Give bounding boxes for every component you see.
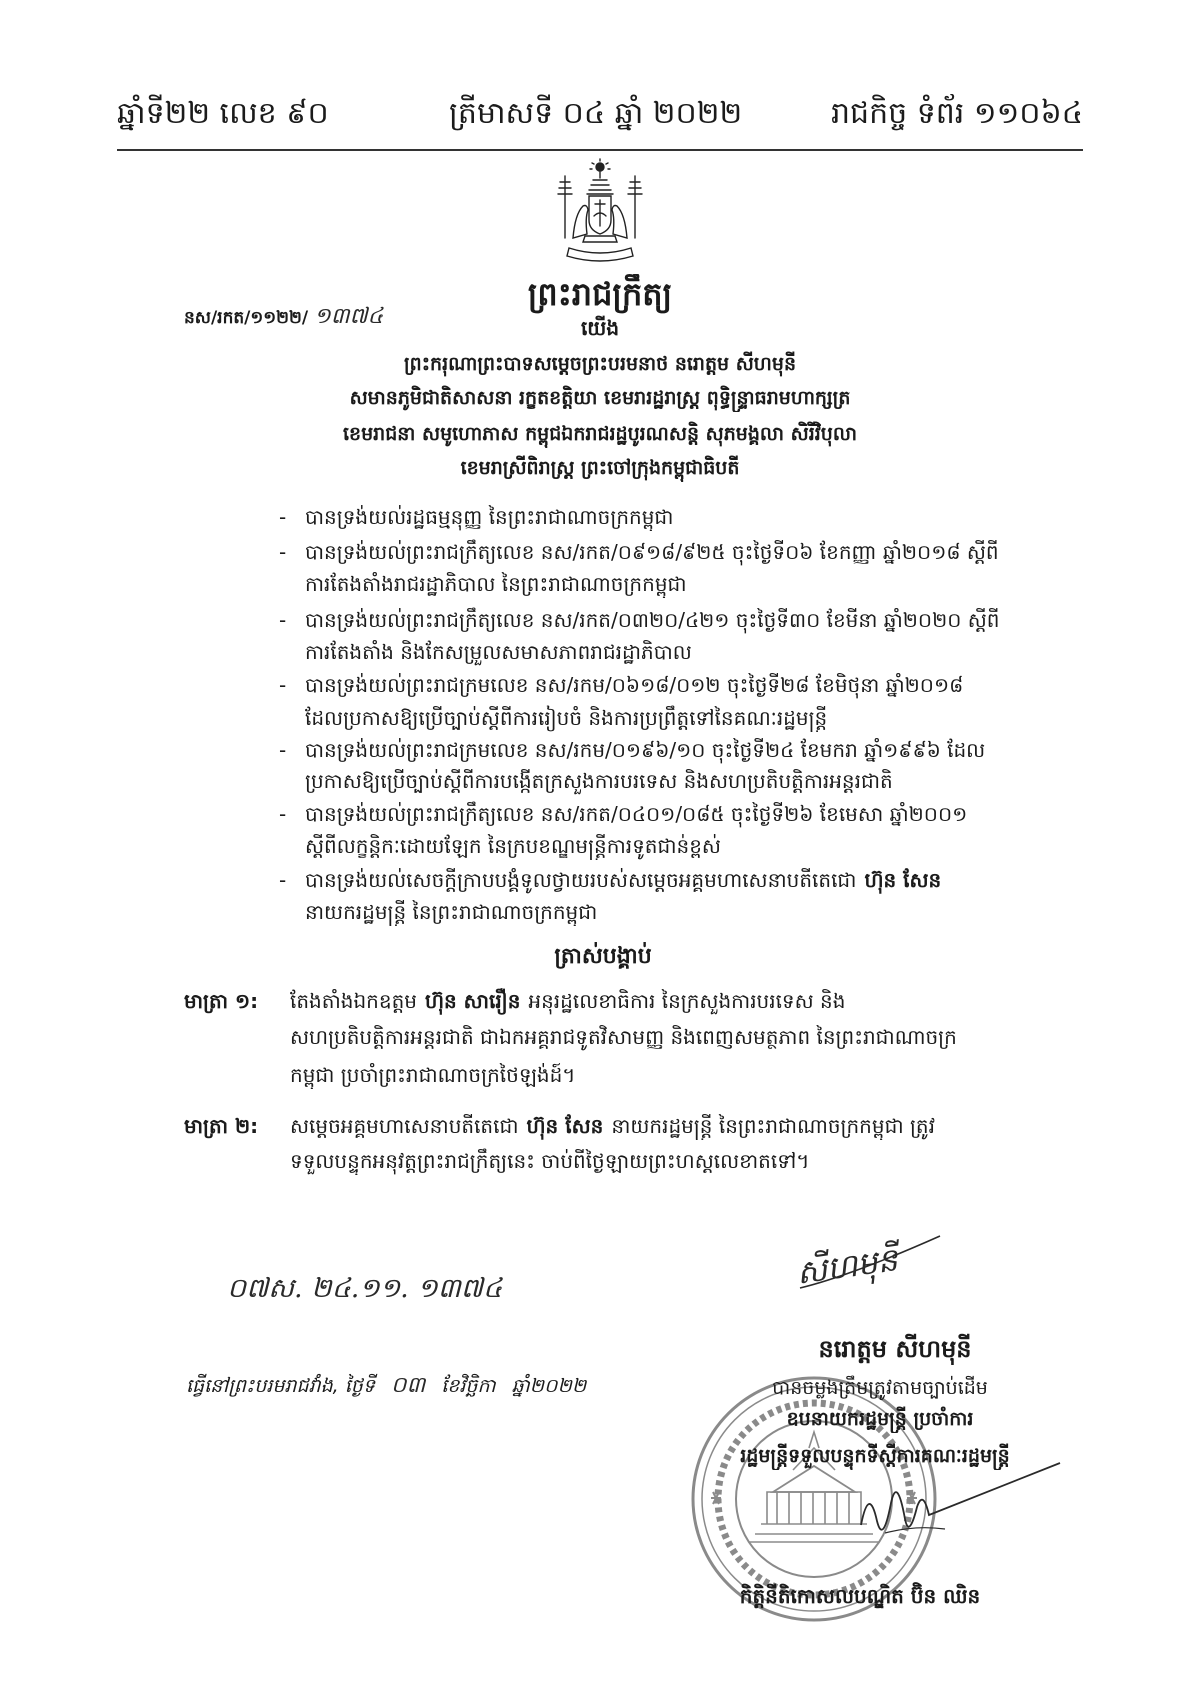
consideration-2-line-1: បានទ្រង់យល់ព្រះរាជក្រឹត្យលេខ នស/រកត/០៩១៨/៩២៥ ចុះថ្ងៃទី០៦ ខែកញ្ញា ឆ្នាំ២០១៨ ស្តីពី xyxy=(305,540,999,564)
article-2-text-after: នាយករដ្ឋមន្ត្រី នៃព្រះរាជាណាចក្រកម្ពុជា ត្រូវ xyxy=(611,1114,935,1138)
bullet-dash: - xyxy=(279,802,287,826)
signature-flourish xyxy=(790,1228,950,1298)
gazette-volume: ឆ្នាំទី២២ លេខ ៩០ xyxy=(117,96,329,131)
decree-reference xyxy=(184,304,444,331)
signing-day: ០៣ xyxy=(390,1373,426,1398)
bullet-dash: - xyxy=(279,540,287,564)
bullet-dash: - xyxy=(279,608,287,632)
reference-printed: នស/រកត/១១២២/ xyxy=(184,308,309,328)
consideration-3-line-2: ការតែងតាំង និងកែសម្រួលសមាសភាពរាជរដ្ឋាភិបាល xyxy=(305,640,692,664)
article-2-line-2: ទទួលបន្ទុកអនុវត្តព្រះរាជក្រឹត្យនេះ ចាប់ពីថ្ងៃឡាយព្រះហស្តលេខាតទៅ។ xyxy=(290,1149,810,1173)
consideration-4-line-2: ដែលប្រកាសឱ្យប្រើច្បាប់ស្តីពីការរៀបចំ និងការប្រព្រឹត្តទៅនៃគណៈរដ្ឋមន្ត្រី xyxy=(305,706,828,730)
consideration-5-line-2: ប្រកាសឱ្យប្រើច្បាប់ស្តីពីការបង្កើតក្រសួងការបរទេស និងសហប្រតិបត្តិការអន្តរជាតិ xyxy=(305,769,893,793)
consideration-2-line-2: ការតែងតាំងរាជរដ្ឋាភិបាល នៃព្រះរាជាណាចក្រកម្ពុជា xyxy=(305,572,687,596)
signing-year: ឆ្នាំ២០២២ xyxy=(511,1375,587,1397)
certifier-title-2: រដ្ឋមន្ត្រីទទួលបន្ទុកទីស្តីការគណៈរដ្ឋមន្ត្រី xyxy=(740,1445,1010,1467)
certifier-name: កិត្តិនីតិកោសលបណ្ឌិត ប៊ិន ឈិន xyxy=(739,1584,981,1608)
king-name: នរោត្តម សីហមុនី xyxy=(818,1335,972,1363)
gazette-page: រាជកិច្ច ទំព័រ ១១០៦៤ xyxy=(831,96,1083,131)
signing-month: ខែវិច្ឆិកា xyxy=(441,1375,496,1397)
consideration-6-line-2: ស្តីពីលក្ខន្តិកៈដោយឡែក នៃក្របខណ្ឌមន្ត្រីការទូតជាន់ខ្ពស់ xyxy=(305,834,721,858)
consideration-4-line-1: បានទ្រង់យល់ព្រះរាជក្រមលេខ នស/រកម/០៦១៨/០១២ ចុះថ្ងៃទី២៨ ខែមិថុនា ឆ្នាំ២០១៨ xyxy=(305,673,964,697)
article-1-line-1 xyxy=(290,987,1083,1015)
consideration-7-line-1 xyxy=(305,866,1083,894)
article-2-line-1 xyxy=(290,1112,1083,1140)
certifier-signature xyxy=(855,1455,1065,1555)
place-and-date xyxy=(186,1372,646,1400)
bullet-dash: - xyxy=(279,505,287,529)
article-2-label: មាត្រា ២: xyxy=(184,1114,259,1138)
article-2-text-before: សម្តេចអគ្គមហាសេនាបតីតេជោ xyxy=(290,1114,519,1138)
article-1-line-2: សហប្រតិបត្តិការអន្តរជាតិ ជាឯកអគ្គរាជទូតវិសាមញ្ញ និងពេញសមត្ថភាព នៃព្រះរាជាណាចក្រ xyxy=(290,1025,957,1049)
article-1-label: មាត្រា ១: xyxy=(184,989,259,1013)
consideration-7-text: បានទ្រង់យល់សេចក្តីក្រាបបង្គំទូលថ្វាយរបស់សម្តេចអគ្គមហាសេនាបតីតេជោ xyxy=(305,868,857,892)
bullet-dash: - xyxy=(279,868,287,892)
ambassador-name: ហ៊ុន សារឿន xyxy=(424,989,521,1013)
royal-signature: សីហមុនី xyxy=(794,1240,900,1292)
certifier-title-1: ឧបនាយករដ្ឋមន្ត្រី ប្រចាំការ xyxy=(786,1408,974,1430)
order-heading: ត្រាស់បង្គាប់ xyxy=(554,944,652,969)
bullet-dash: - xyxy=(279,738,287,762)
royal-title-line: សមានភូមិជាតិសាសនា រក្ខតខត្តិយា ខេមរារដ្ឋរាស្ត្រ ពុទ្ធិន្ទ្រាធរាមហាក្សត្រ xyxy=(349,387,851,409)
gazette-quarter: ត្រីមាសទី ០៤ ឆ្នាំ ២០២២ xyxy=(449,96,743,131)
consideration-7-line-2: នាយករដ្ឋមន្ត្រី នៃព្រះរាជាណាចក្រកម្ពុជា xyxy=(305,900,598,924)
header-rule xyxy=(117,149,1083,151)
article-1-text-after: អនុរដ្ឋលេខាធិការ នៃក្រសួងការបរទេស និង xyxy=(528,989,846,1013)
certified-copy-note: បានចម្លងត្រឹមត្រូវតាមច្បាប់ដើម xyxy=(772,1377,988,1399)
consideration-6-line-1: បានទ្រង់យល់ព្រះរាជក្រឹត្យលេខ នស/រកត/០៤០១/០៨៥ ចុះថ្ងៃទី២៦ ខែមេសា ឆ្នាំ២០០១ xyxy=(305,802,968,826)
we-heading: យើង xyxy=(580,316,620,340)
royal-coat-of-arms xyxy=(545,158,655,268)
coat-of-arms-icon xyxy=(545,158,655,268)
consideration-3-line-1: បានទ្រង់យល់ព្រះរាជក្រឹត្យលេខ នស/រកត/០៣២០/៤២១ ចុះថ្ងៃទី៣០ ខែមីនា ឆ្នាំ២០២០ ស្តីពី xyxy=(305,608,1000,632)
royal-title-line: ខេមរាស្រីពិរាស្ត្រ ព្រះចៅក្រុងកម្ពុជាធិបតី xyxy=(460,457,740,479)
signature-flourish-icon xyxy=(790,1228,950,1298)
bullet-dash: - xyxy=(279,673,287,697)
reference-handwritten: ១៣៧៤ xyxy=(314,304,384,329)
consideration-5-line-1: បានទ្រង់យល់ព្រះរាជក្រមលេខ នស/រកម/០១៩៦/១០ ចុះថ្ងៃទី២៤ ខែមករា ឆ្នាំ១៩៩៦ ដែល xyxy=(305,738,986,762)
article-1-line-3: កម្ពុជា ប្រចាំព្រះរាជាណាចក្រថៃឡង់ដ៍។ xyxy=(290,1063,576,1087)
prime-minister-name: ហ៊ុន សែន xyxy=(526,1114,604,1138)
handwritten-registration-date: ០៧ស. ២៤.១១. ១៣៧៤ xyxy=(227,1273,503,1304)
prime-minister-name: ហ៊ុន សែន xyxy=(864,868,942,892)
certifier-signature-icon xyxy=(855,1455,1065,1555)
place-date-prefix: ធ្វើនៅព្រះបរមរាជវាំង, ថ្ងៃទី xyxy=(186,1375,375,1397)
article-1-text-before: តែងតាំងឯកឧត្តម xyxy=(290,989,417,1013)
decree-title: ព្រះរាជក្រឹត្យ xyxy=(527,275,673,313)
royal-title-line: ព្រះករុណាព្រះបាទសម្តេចព្រះបរមនាថ នរោត្តម សីហមុនី xyxy=(403,353,797,375)
royal-title-line: ខេមរាជនា សមូហោភាស កម្ពុជឯករាជរដ្ឋបូរណសន្តិ សុភមង្គលា សិរីវិបុលា xyxy=(343,423,857,445)
consideration-1-line-1: បានទ្រង់យល់រដ្ឋធម្មនុញ្ញ នៃព្រះរាជាណាចក្រកម្ពុជា xyxy=(305,505,674,529)
